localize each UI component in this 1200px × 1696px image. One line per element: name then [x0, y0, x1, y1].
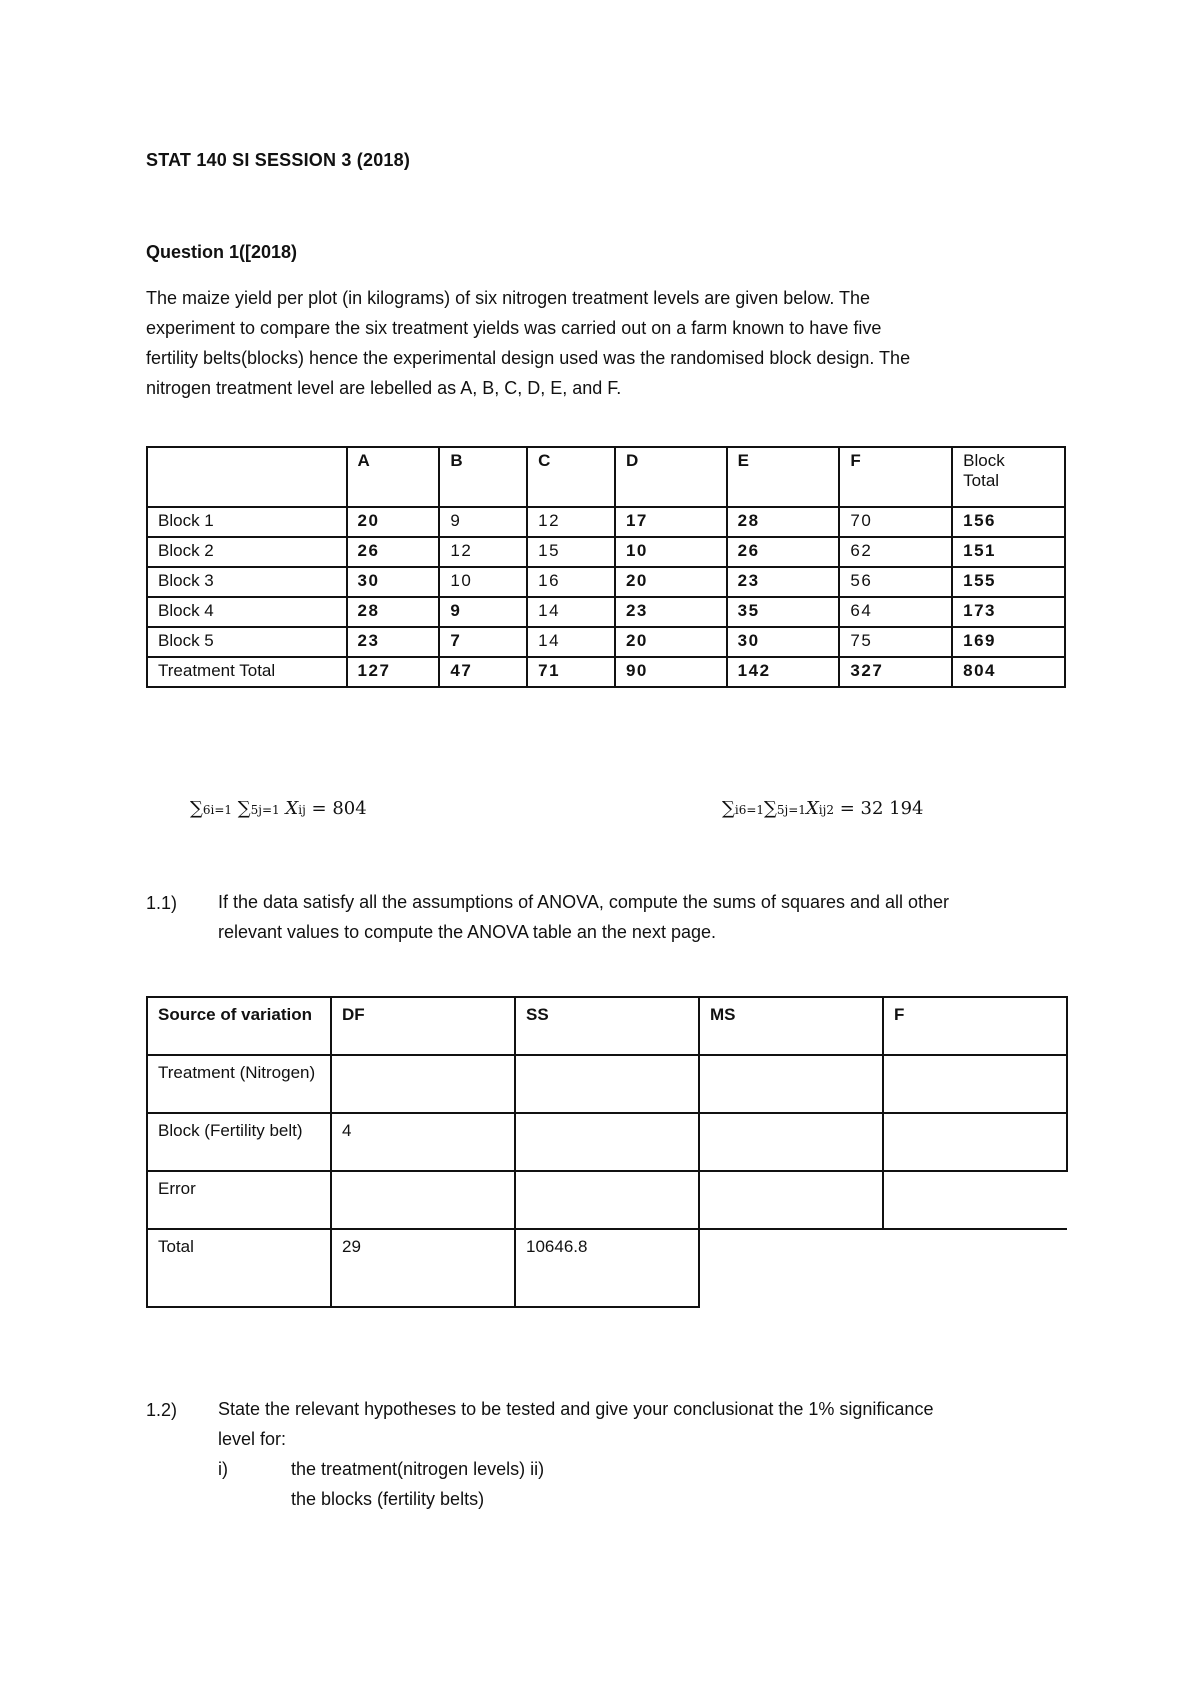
block-total-cell: 156 — [952, 507, 1065, 537]
anova-row-total — [147, 1229, 1067, 1307]
anova-header-cell: SS — [515, 997, 699, 1055]
anova-ss-cell — [515, 1055, 699, 1113]
table-row — [147, 537, 1065, 567]
row-label: Block 2 — [147, 537, 347, 567]
sub-item-ii-text: the blocks (fertility belts) — [291, 1489, 485, 1509]
table-cell: 64 — [839, 597, 952, 627]
question-paragraph — [146, 283, 1066, 403]
paragraph-line: experiment to compare the six treatment yields was carried out on a farm known to have five — [146, 318, 882, 338]
sub-item-label-i: i) — [218, 1459, 228, 1479]
row-label: Block 3 — [147, 567, 347, 597]
table-cell: 12 — [527, 507, 615, 537]
anova-row-treatment — [147, 1055, 1067, 1113]
question-line: level for: — [218, 1429, 287, 1449]
question-number-1-2: 1.2) — [146, 1400, 178, 1420]
header-cell-block-total — [952, 447, 1065, 507]
formula-subscript: ij2 — [818, 803, 834, 817]
block-total-cell: 173 — [952, 597, 1065, 627]
anova-ss-cell — [515, 1113, 699, 1171]
formula-subscript: i6=1 — [734, 803, 765, 817]
header-cell: B — [439, 447, 527, 507]
table-cell: 142 — [727, 657, 840, 687]
formula-variable: X — [805, 798, 819, 819]
header-block-label: Block — [963, 451, 1005, 470]
sigma-symbol: ∑ — [722, 798, 735, 819]
table-cell: 28 — [727, 507, 840, 537]
anova-df-cell — [331, 1055, 515, 1113]
anova-row-error — [147, 1171, 1067, 1229]
table-cell: 16 — [527, 567, 615, 597]
sigma-symbol: ∑ — [190, 798, 203, 819]
table-cell: 20 — [615, 627, 727, 657]
table-row — [147, 507, 1065, 537]
paragraph-line: nitrogen treatment level are lebelled as A, B, C, D, E, and F. — [146, 378, 622, 398]
header-cell: C — [527, 447, 615, 507]
paragraph-line: fertility belts(blocks) hence the experimental design used was the randomised block design. The — [146, 348, 911, 368]
anova-ss-cell: 10646.8 — [515, 1229, 699, 1307]
table-cell: 14 — [527, 627, 615, 657]
table-cell: 9 — [439, 597, 527, 627]
formula-subscript: ij — [298, 803, 306, 817]
anova-ms-cell — [699, 1113, 883, 1171]
anova-f-cell — [883, 1055, 1067, 1113]
anova-header-row — [147, 997, 1067, 1055]
formula-subscript: 5j=1 — [250, 803, 280, 817]
table-cell: 47 — [439, 657, 527, 687]
formula-result: = 804 — [305, 798, 367, 819]
table-cell: 7 — [439, 627, 527, 657]
table-cell: 20 — [347, 507, 440, 537]
formula-variable: X — [285, 798, 299, 819]
header-cell — [147, 447, 347, 507]
table-cell: 15 — [527, 537, 615, 567]
anova-source-cell: Block (Fertility belt) — [147, 1113, 331, 1171]
table-cell: 30 — [727, 627, 840, 657]
anova-empty-cell — [883, 1171, 1067, 1229]
paragraph-line: The maize yield per plot (in kilograms) of six nitrogen treatment levels are given below. The — [146, 288, 871, 308]
table-cell: 71 — [527, 657, 615, 687]
table-row — [147, 597, 1065, 627]
anova-header-cell: MS — [699, 997, 883, 1055]
table-cell: 23 — [615, 597, 727, 627]
block-total-cell: 169 — [952, 627, 1065, 657]
table-cell: 10 — [615, 537, 727, 567]
table-cell: 9 — [439, 507, 527, 537]
table-header-row — [147, 447, 1065, 507]
question-line: State the relevant hypotheses to be tested and give your conclusionat the 1% significance — [218, 1399, 934, 1419]
treatment-total-row — [147, 657, 1065, 687]
table-cell: 26 — [347, 537, 440, 567]
table-cell: 70 — [839, 507, 952, 537]
anova-df-cell: 29 — [331, 1229, 515, 1307]
yield-data-table — [146, 446, 1066, 688]
anova-df-cell — [331, 1171, 515, 1229]
anova-row-block — [147, 1113, 1067, 1171]
table-cell: 90 — [615, 657, 727, 687]
anova-f-cell — [883, 1113, 1067, 1171]
table-cell: 75 — [839, 627, 952, 657]
header-cell: F — [839, 447, 952, 507]
anova-empty-cell — [699, 1229, 883, 1307]
row-label: Block 1 — [147, 507, 347, 537]
row-label: Block 5 — [147, 627, 347, 657]
anova-df-cell: 4 — [331, 1113, 515, 1171]
question-line: If the data satisfy all the assumptions of ANOVA, compute the sums of squares and all other — [218, 892, 950, 912]
question-1-1-text — [218, 887, 1078, 947]
sum-formula-squares — [722, 798, 923, 819]
anova-empty-cell — [883, 1229, 1067, 1307]
anova-header-cell: Source of variation — [147, 997, 331, 1055]
table-cell: 127 — [347, 657, 440, 687]
anova-ms-cell — [699, 1171, 883, 1229]
formula-subscript: 5j=1 — [776, 803, 806, 817]
anova-source-cell: Treatment (Nitrogen) — [147, 1055, 331, 1113]
document-title: STAT 140 SI SESSION 3 (2018) — [146, 150, 411, 170]
table-cell: 17 — [615, 507, 727, 537]
row-label: Treatment Total — [147, 657, 347, 687]
formula-result: = 32 194 — [833, 798, 924, 819]
sum-formula-total — [190, 798, 367, 819]
header-cell: A — [347, 447, 440, 507]
block-total-cell: 155 — [952, 567, 1065, 597]
table-cell: 30 — [347, 567, 440, 597]
anova-ms-cell — [699, 1055, 883, 1113]
anova-ss-cell — [515, 1171, 699, 1229]
anova-header-cell: DF — [331, 997, 515, 1055]
table-cell: 20 — [615, 567, 727, 597]
header-cell: D — [615, 447, 727, 507]
table-row — [147, 627, 1065, 657]
table-cell: 56 — [839, 567, 952, 597]
row-label: Block 4 — [147, 597, 347, 627]
anova-header-cell: F — [883, 997, 1067, 1055]
table-cell: 23 — [347, 627, 440, 657]
grand-total-cell: 804 — [952, 657, 1065, 687]
sigma-symbol: ∑ — [237, 798, 251, 819]
table-cell: 12 — [439, 537, 527, 567]
table-cell: 26 — [727, 537, 840, 567]
anova-source-cell: Total — [147, 1229, 331, 1307]
table-row — [147, 567, 1065, 597]
sigma-symbol: ∑ — [764, 798, 777, 819]
question-1-2-text — [218, 1394, 1078, 1454]
header-cell: E — [727, 447, 840, 507]
table-cell: 28 — [347, 597, 440, 627]
table-cell: 14 — [527, 597, 615, 627]
formula-subscript: 6i=1 — [202, 803, 233, 817]
sub-item-i-text: the treatment(nitrogen levels) ii) — [291, 1459, 545, 1479]
block-total-cell: 151 — [952, 537, 1065, 567]
question-title: Question 1([2018) — [146, 242, 298, 262]
anova-source-cell: Error — [147, 1171, 331, 1229]
anova-table — [146, 996, 1068, 1308]
header-total-label: Total — [963, 471, 1000, 490]
question-line: relevant values to compute the ANOVA table an the next page. — [218, 922, 716, 942]
table-cell: 10 — [439, 567, 527, 597]
table-cell: 62 — [839, 537, 952, 567]
table-cell: 327 — [839, 657, 952, 687]
table-cell: 35 — [727, 597, 840, 627]
table-cell: 23 — [727, 567, 840, 597]
question-number-1-1: 1.1) — [146, 893, 178, 913]
